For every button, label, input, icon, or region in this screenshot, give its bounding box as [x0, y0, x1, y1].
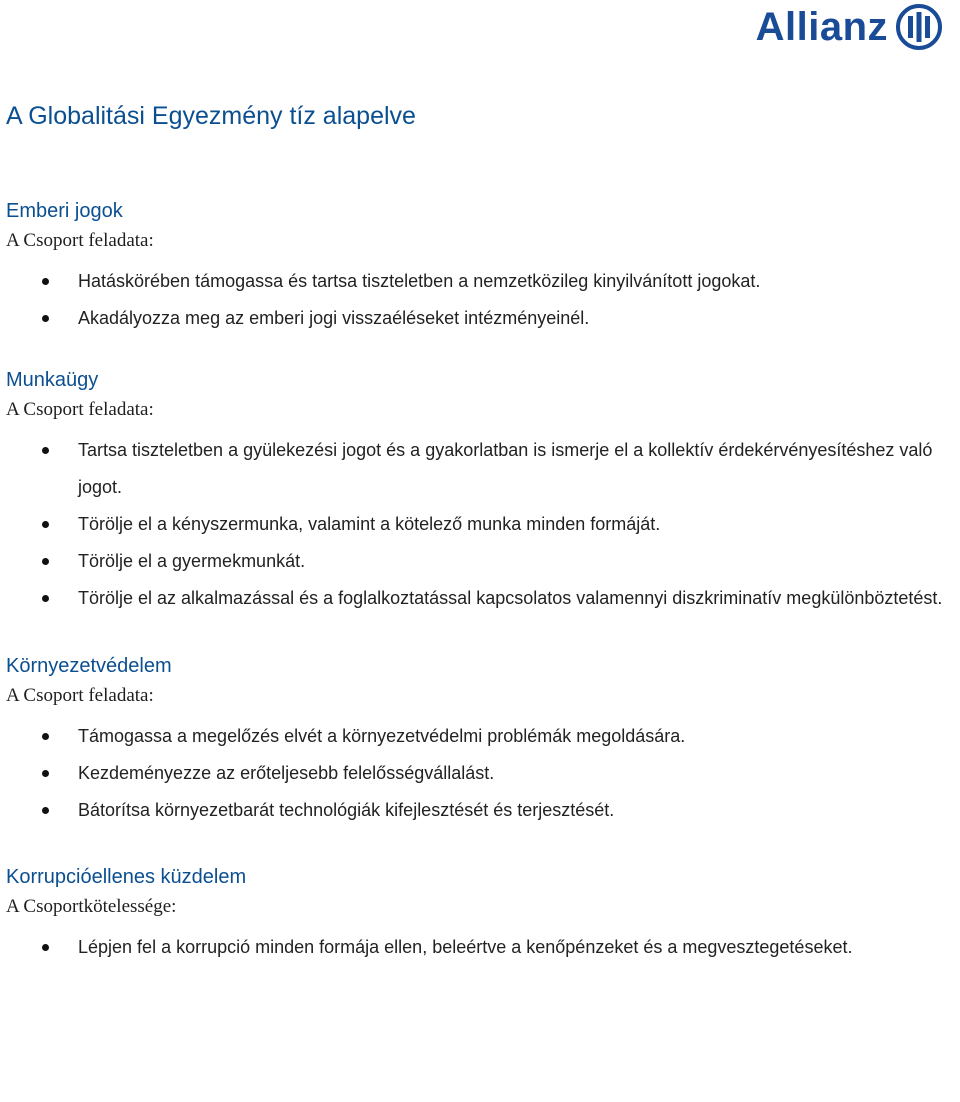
- section-anti-corruption: [6, 864, 956, 966]
- list-item: [6, 263, 956, 300]
- bullet-icon: [42, 278, 49, 285]
- list-item-text: Akadályozza meg az emberi jogi visszaéléseket intézményeinél.: [78, 308, 590, 328]
- section-heading: Korrupcióellenes küzdelem: [6, 866, 247, 888]
- section-environment: [6, 653, 956, 829]
- bullet-icon: [42, 315, 49, 322]
- list-item: [6, 792, 956, 829]
- allianz-logo: [756, 2, 944, 52]
- bullet-icon: [42, 807, 49, 814]
- list-item-text: Hatáskörében támogassa és tartsa tiszteletben a nemzetközileg kinyilvánított jogokat.: [78, 271, 761, 291]
- list-item: [6, 755, 956, 792]
- section-heading: Emberi jogok: [6, 200, 123, 222]
- list-item: [6, 718, 956, 755]
- list-item-text: Bátorítsa környezetbarát technológiák kifejlesztését és terjesztését.: [78, 800, 615, 820]
- bullet-icon: [42, 521, 49, 528]
- section-human-rights: [6, 198, 956, 337]
- list-item: [6, 506, 956, 543]
- section-list: [6, 432, 956, 617]
- section-labour: [6, 367, 956, 617]
- list-item-text: Tartsa tiszteletben a gyülekezési jogot és a gyakorlatban is ismerje el a kollektív érdekérvényesítéshez való jogot.: [78, 440, 933, 497]
- list-item: [6, 300, 956, 337]
- bullet-icon: [42, 558, 49, 565]
- list-item-text: Törölje el a kényszermunka, valamint a kötelező munka minden formáját.: [78, 514, 661, 534]
- list-item-text: Kezdeményezze az erőteljesebb felelősségvállalást.: [78, 763, 495, 783]
- list-item: [6, 929, 956, 966]
- document-body: [6, 96, 956, 966]
- section-subheading: A Csoport feladata:: [6, 399, 154, 420]
- list-item-text: Törölje el az alkalmazással és a foglalkoztatással kapcsolatos valamennyi diszkriminatív megkülönböztetést.: [78, 588, 943, 608]
- bullet-icon: [42, 733, 49, 740]
- bullet-icon: [42, 595, 49, 602]
- section-subheading: A Csoport feladata:: [6, 685, 154, 706]
- section-heading: Környezetvédelem: [6, 655, 172, 677]
- logo-wordmark: Allianz: [755, 4, 888, 49]
- list-item-text: Támogassa a megelőzés elvét a környezetvédelmi problémák megoldására.: [78, 726, 686, 746]
- section-subheading: A Csoportkötelessége:: [6, 896, 177, 917]
- allianz-eagle-pillars-icon: [894, 2, 944, 52]
- list-item-text: Lépjen fel a korrupció minden formája ellen, beleértve a kenőpénzeket és a megvesztegetéseket.: [78, 937, 853, 957]
- bullet-icon: [42, 944, 49, 951]
- list-item-text: Törölje el a gyermekmunkát.: [78, 551, 306, 571]
- section-list: [6, 718, 956, 829]
- list-item: [6, 580, 956, 617]
- section-list: [6, 929, 956, 966]
- list-item: [6, 432, 956, 506]
- list-item: [6, 543, 956, 580]
- document-title: A Globalitási Egyezmény tíz alapelve: [6, 102, 416, 130]
- bullet-icon: [42, 770, 49, 777]
- section-heading: Munkaügy: [6, 369, 99, 391]
- section-subheading: A Csoport feladata:: [6, 230, 154, 251]
- section-list: [6, 263, 956, 337]
- bullet-icon: [42, 447, 49, 454]
